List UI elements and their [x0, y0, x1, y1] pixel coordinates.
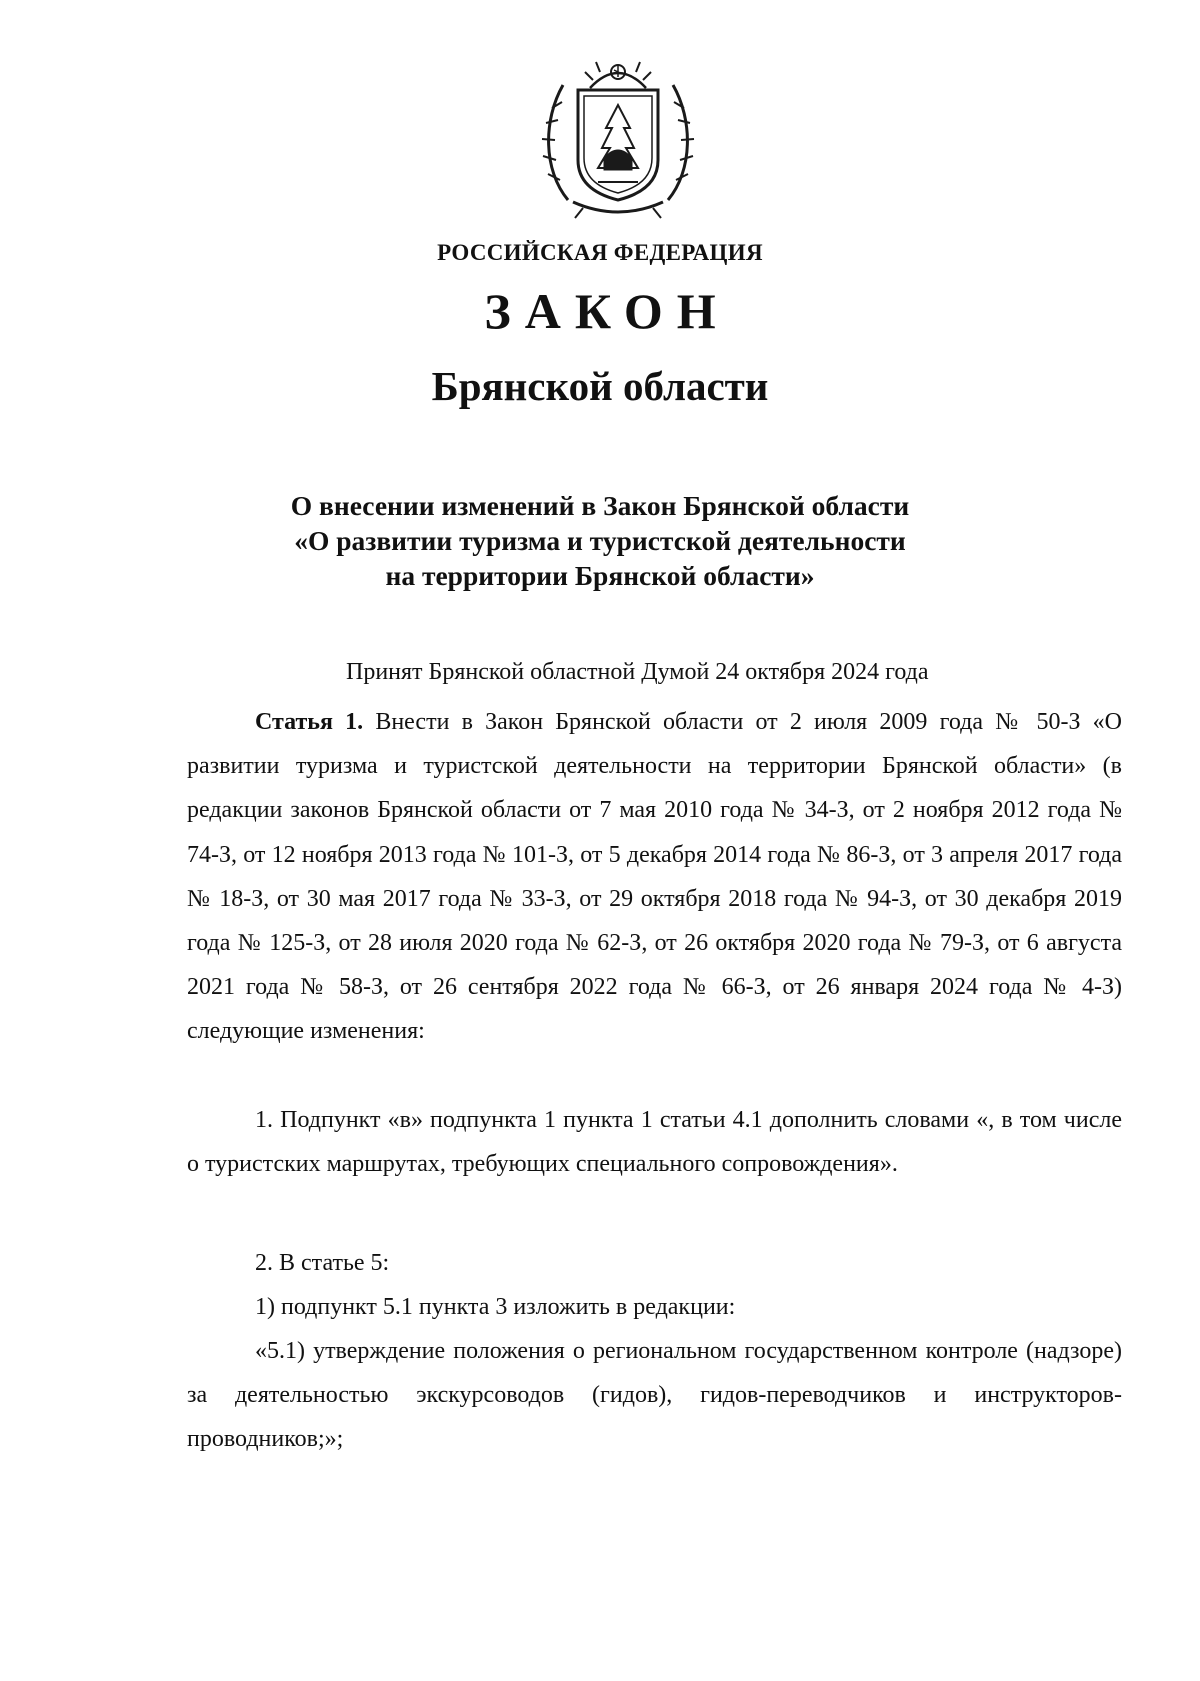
document-type: ЗАКОН — [484, 283, 730, 339]
amendment-paragraph: «5.1) утверждение положения о региональном государственном контроле (надзоре) за деятельностью экскурсоводов (гидов), гидов-переводчиков и инструкторов-проводников;»; — [187, 1338, 1122, 1453]
law-title-line: «О развитии туризма и туристской деятельности — [294, 525, 906, 556]
amendment-1 — [187, 1098, 1122, 1186]
country-name: РОССИЙСКАЯ ФЕДЕРАЦИЯ — [437, 240, 763, 265]
amendment-quote — [187, 1329, 1122, 1462]
region-name: Брянской области — [431, 363, 769, 409]
amendment-paragraph: 2. В статье 5: — [255, 1250, 390, 1276]
article-text: Внести в Закон Брянской области от 2 июля 2009 года № 50-З «О развитии туризма и туристской деятельности на территории Брянской области» (в редакции законов Брянской области от 7 мая 2010 года № 34-З, от 2 ноября 2012 года № 74-З, от 12 ноября 2013 года № 101-З, от 5 декабря 2014 года № 86-З, от 3 апреля 2017 года № 18-З, от 30 мая 2017 года № 33-З, от 29 октября 2018 года № 94-З, от 30 декабря 2019 года № 125-З, от 28 июля 2020 года № 62-З, от 26 октября 2020 года № 79-З, от 6 августа 2021 года № 58-З, от 26 сентября 2022 года № 66-З, от 26 января 2024 года № 4-З) следующие изменения: — [187, 709, 1122, 1045]
amendment-paragraph: 1) подпункт 5.1 пункта 3 изложить в редакции: — [255, 1294, 736, 1320]
coat-of-arms-icon — [538, 50, 698, 220]
amendment-2-1 — [187, 1285, 1122, 1329]
law-title-line: О внесении изменений в Закон Брянской области — [290, 490, 910, 521]
amendment-paragraph: 1. Подпункт «в» подпункта 1 пункта 1 статьи 4.1 дополнить словами «, в том числе о туристских маршрутах, требующих специального сопровождения». — [187, 1107, 1122, 1178]
law-title-line: на территории Брянской области» — [385, 560, 815, 591]
adoption-note: Принят Брянской областной Думой 24 октября 2024 года — [346, 659, 929, 685]
article-heading: Статья 1. — [255, 709, 364, 735]
law-title — [0, 488, 1200, 593]
amendment-2 — [187, 1241, 1122, 1285]
article-1 — [187, 700, 1122, 1054]
article-1-paragraph — [187, 700, 1122, 1054]
